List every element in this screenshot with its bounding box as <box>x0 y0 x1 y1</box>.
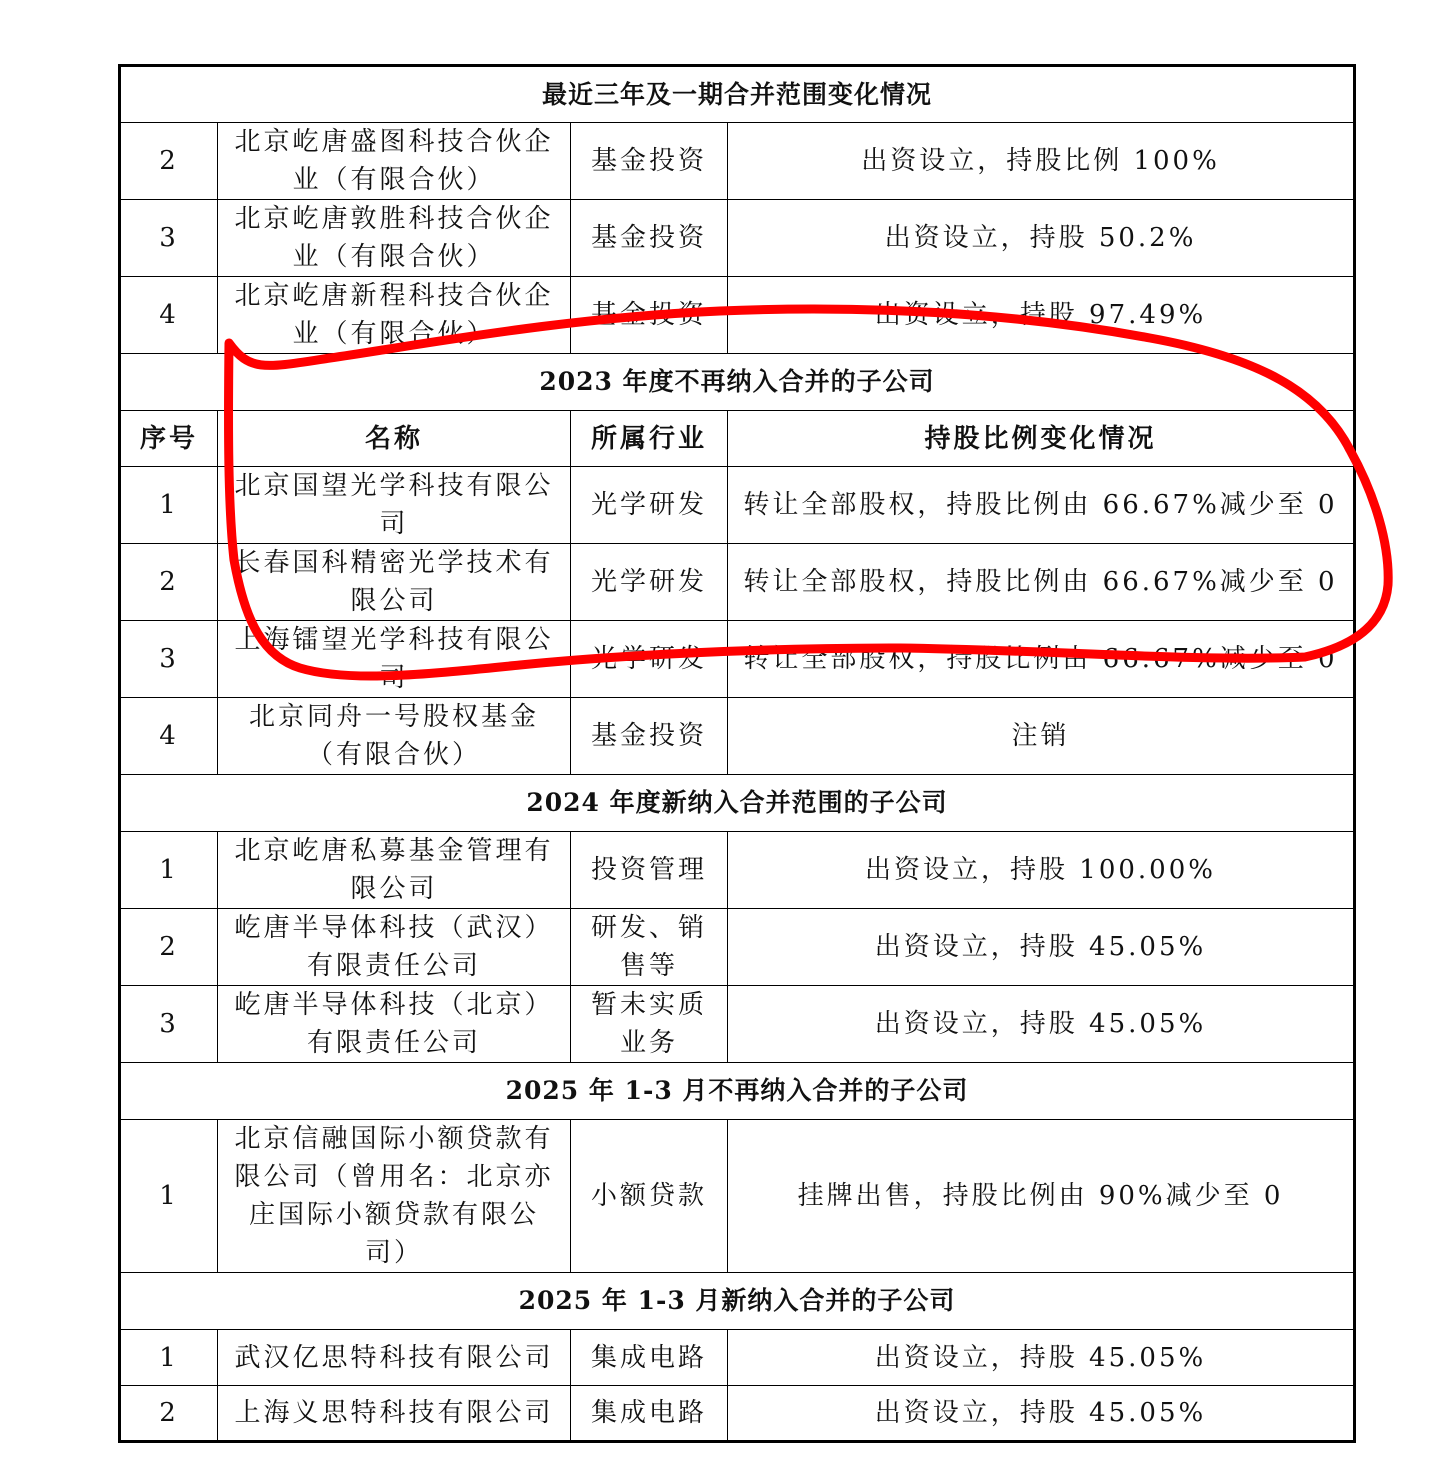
row-number: 3 <box>120 200 218 277</box>
industry: 基金投资 <box>571 277 728 354</box>
section-title: 2024 年度新纳入合并范围的子公司 <box>120 775 1355 832</box>
table-row <box>120 986 1355 1063</box>
holding-change: 注销 <box>728 698 1355 775</box>
consolidation-change-table <box>118 64 1356 1443</box>
industry: 光学研发 <box>571 467 728 544</box>
industry: 集成电路 <box>571 1386 728 1442</box>
row-number: 3 <box>120 986 218 1063</box>
table-row <box>120 698 1355 775</box>
holding-change: 出资设立，持股 45.05% <box>728 986 1355 1063</box>
company-name: 北京屹唐私募基金管理有限公司 <box>218 832 571 909</box>
section-title: 2025 年 1-3 月新纳入合并的子公司 <box>120 1273 1355 1330</box>
holding-change: 转让全部股权，持股比例由 66.67%减少至 0 <box>728 467 1355 544</box>
holding-change: 出资设立，持股 97.49% <box>728 277 1355 354</box>
row-number: 4 <box>120 698 218 775</box>
header-industry: 所属行业 <box>571 411 728 467</box>
industry: 投资管理 <box>571 832 728 909</box>
industry: 基金投资 <box>571 698 728 775</box>
row-number: 1 <box>120 832 218 909</box>
row-number: 2 <box>120 544 218 621</box>
industry: 暂未实质业务 <box>571 986 728 1063</box>
holding-change: 出资设立，持股比例 100% <box>728 123 1355 200</box>
table-row <box>120 467 1355 544</box>
holding-change: 转让全部股权，持股比例由 66.67%减少至 0 <box>728 544 1355 621</box>
header-number: 序号 <box>120 411 218 467</box>
section-title: 最近三年及一期合并范围变化情况 <box>120 66 1355 123</box>
holding-change: 出资设立，持股 45.05% <box>728 909 1355 986</box>
industry: 集成电路 <box>571 1330 728 1386</box>
company-name: 北京屹唐新程科技合伙企业（有限合伙） <box>218 277 571 354</box>
company-name: 北京屹唐敦胜科技合伙企业（有限合伙） <box>218 200 571 277</box>
holding-change: 出资设立，持股 100.00% <box>728 832 1355 909</box>
industry: 光学研发 <box>571 621 728 698</box>
industry: 基金投资 <box>571 123 728 200</box>
table-row <box>120 200 1355 277</box>
table-row <box>120 621 1355 698</box>
row-number: 1 <box>120 1330 218 1386</box>
company-name: 长春国科精密光学技术有限公司 <box>218 544 571 621</box>
header-change: 持股比例变化情况 <box>728 411 1355 467</box>
table-row <box>120 1120 1355 1273</box>
row-number: 1 <box>120 1120 218 1273</box>
table-row <box>120 909 1355 986</box>
industry: 基金投资 <box>571 200 728 277</box>
row-number: 2 <box>120 1386 218 1442</box>
row-number: 2 <box>120 123 218 200</box>
row-number: 4 <box>120 277 218 354</box>
industry: 光学研发 <box>571 544 728 621</box>
table-row <box>120 544 1355 621</box>
table-row <box>120 123 1355 200</box>
section-title: 2023 年度不再纳入合并的子公司 <box>120 354 1355 411</box>
industry: 小额贷款 <box>571 1120 728 1273</box>
company-name: 北京同舟一号股权基金（有限合伙） <box>218 698 571 775</box>
row-number: 2 <box>120 909 218 986</box>
holding-change: 出资设立，持股 45.05% <box>728 1330 1355 1386</box>
table-row <box>120 277 1355 354</box>
holding-change: 出资设立，持股 45.05% <box>728 1386 1355 1442</box>
company-name: 北京信融国际小额贷款有限公司（曾用名：北京亦庄国际小额贷款有限公司） <box>218 1120 571 1273</box>
company-name: 武汉亿思特科技有限公司 <box>218 1330 571 1386</box>
row-number: 1 <box>120 467 218 544</box>
holding-change: 挂牌出售，持股比例由 90%减少至 0 <box>728 1120 1355 1273</box>
company-name: 屹唐半导体科技（北京）有限责任公司 <box>218 986 571 1063</box>
industry: 研发、销售等 <box>571 909 728 986</box>
company-name: 上海义思特科技有限公司 <box>218 1386 571 1442</box>
section-title: 2025 年 1-3 月不再纳入合并的子公司 <box>120 1063 1355 1120</box>
document-page <box>118 64 1353 1443</box>
company-name: 北京屹唐盛图科技合伙企业（有限合伙） <box>218 123 571 200</box>
table-row <box>120 1386 1355 1442</box>
holding-change: 出资设立，持股 50.2% <box>728 200 1355 277</box>
company-name: 屹唐半导体科技（武汉）有限责任公司 <box>218 909 571 986</box>
holding-change: 转让全部股权，持股比例由 66.67%减少至 0 <box>728 621 1355 698</box>
table-header-row <box>120 411 1355 467</box>
row-number: 3 <box>120 621 218 698</box>
table-row <box>120 832 1355 909</box>
table-row <box>120 1330 1355 1386</box>
header-name: 名称 <box>218 411 571 467</box>
company-name: 北京国望光学科技有限公司 <box>218 467 571 544</box>
company-name: 上海镭望光学科技有限公司 <box>218 621 571 698</box>
